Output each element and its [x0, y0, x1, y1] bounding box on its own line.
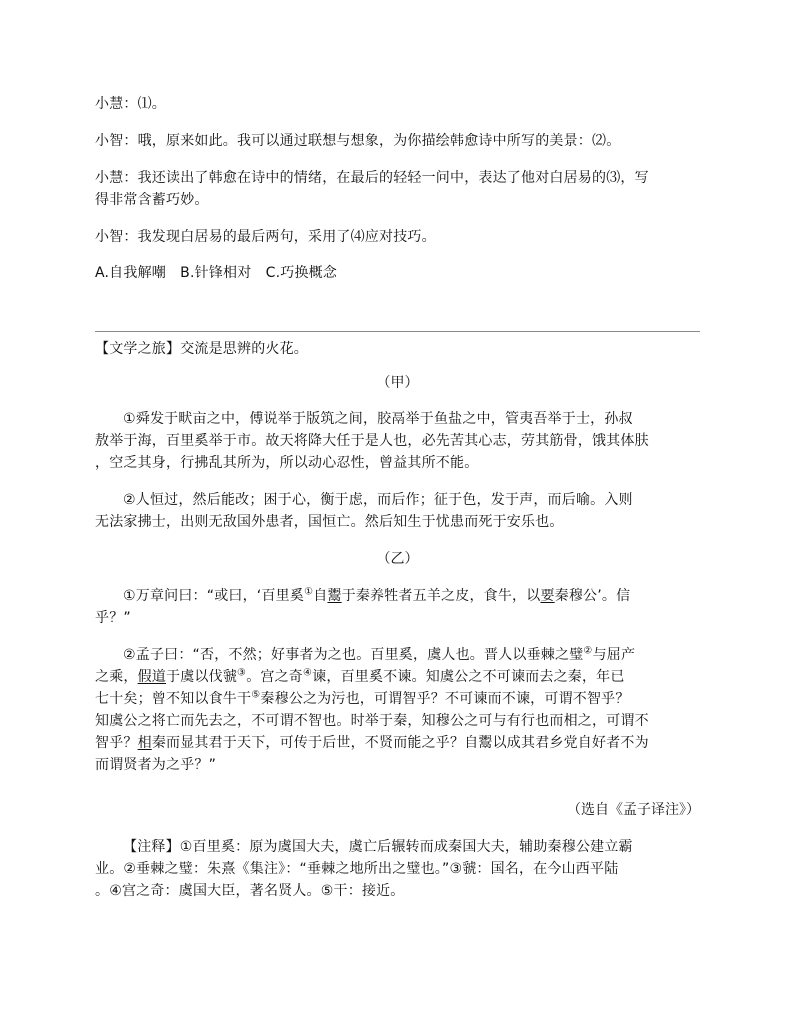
dialogue-text: 我还读出了韩愈在诗中的情绪，在最后的轻轻一问中，表达了他对白居易的⑶，写 — [137, 170, 649, 186]
text-run: 与屈产 — [592, 647, 636, 663]
yi-p2-line-2 — [95, 667, 625, 687]
text-run: 秦穆公之为污也，可谓智乎？不可谏而不谏，可谓不智乎？ — [260, 691, 630, 707]
text-run: 。宫之奇 — [246, 669, 303, 685]
yi-p2-line-3 — [95, 689, 630, 709]
text-run: 于虞以伐虢 — [166, 669, 238, 685]
notes-line-2: 业。②垂棘之璧：朱熹《集注》：“垂棘之地所出之璧也。”③虢：国名，在今山西平陆 — [95, 861, 619, 877]
dialogue-line-3-cont — [95, 190, 209, 210]
text-run: 七十矣；曾不知以食牛干 — [95, 691, 252, 707]
dialogue-line-1 — [95, 94, 166, 114]
speaker-xiaohui: 小慧： — [95, 96, 138, 112]
note-ref-3: ③ — [237, 667, 247, 679]
jia-p2-line-1: ②人恒过，然后能改；困于心，衡于虑，而后作；征于色，发于声，而后喻。入则 — [123, 492, 633, 508]
dialogue-line-3 — [95, 168, 649, 188]
note-ref-1: ① — [304, 586, 314, 598]
speaker-xiaozhi: 小智： — [95, 229, 138, 245]
yi-p2-line-1 — [123, 645, 635, 665]
note-ref-2: ② — [583, 645, 593, 657]
underlined-word: 假道 — [137, 669, 167, 685]
speaker-xiaozhi: 小智： — [95, 133, 138, 149]
text-run: 智乎？ — [95, 735, 138, 751]
underlined-word: 鬻 — [327, 588, 342, 604]
yi-p1-line-1 — [123, 586, 630, 606]
jia-p2-line-2: 无法家拂士，出则无敌国外患者，国恒亡。然后知生于忧患而死于安乐也。 — [95, 514, 564, 530]
yi-p1-line-2: 乎？” — [95, 610, 131, 626]
dialogue-text: ⑴。 — [137, 96, 167, 112]
text-run: 于秦养牲者五羊之皮，食牛，以 — [341, 588, 541, 604]
text-run: ①万章问曰：“或曰，‘百里奚 — [123, 588, 305, 604]
notes-line-3: 。④宫之奇：虞国大臣，著名贤人。⑤干：接近。 — [95, 883, 405, 899]
dialogue-text: 我发现白居易的最后两句，采用了⑷应对技巧。 — [137, 229, 436, 245]
underlined-word: 相 — [137, 735, 152, 751]
text-run: 自 — [313, 588, 328, 604]
text-run: 谏，百里奚不谏。知虞公之不可谏而去之秦，年已 — [312, 669, 625, 685]
yi-p2-line-4: 知虞公之将亡而先去之，不可谓不智也。时举于秦，知穆公之可与有行也而相之，可谓不 — [95, 713, 649, 729]
jia-p1-line-1: ①舜发于畎亩之中，傅说举于版筑之间，胶鬲举于鱼盐之中，管夷吾举于士，孙叔 — [123, 411, 633, 427]
jia-p1-line-2: 敖举于海，百里奚举于市。故天将降大任于是人也，必先苦其心志，劳其筋骨，饿其体肤 — [95, 433, 649, 449]
yi-title: （乙） — [376, 551, 419, 567]
text-run: 秦而显其君于天下，可传于后世，不贤而能之乎？自鬻以成其君乡党自好者不为 — [151, 735, 649, 751]
dialogue-line-4 — [95, 227, 436, 247]
answer-options: A.自我解嘲 B.针锋相对 C.巧换概念 — [95, 265, 338, 281]
text-run: 之乘， — [95, 669, 138, 685]
speaker-xiaohui: 小慧： — [95, 170, 138, 186]
dialogue-line-2 — [95, 131, 620, 151]
yi-p2-line-6: 而谓贤者为之乎？” — [95, 757, 217, 773]
jia-title: （甲） — [376, 375, 419, 391]
yi-p2-line-5 — [95, 733, 649, 753]
text-run: ②孟子曰：“否，不然；好事者为之也。百里奚，虞人也。晋人以垂棘之璧 — [123, 647, 584, 663]
dialogue-text: 哦，原来如此。我可以通过联想与想象，为你描绘韩愈诗中所写的美景：⑵。 — [137, 133, 621, 149]
dialogue-text: 得非常含蓄巧妙。 — [95, 192, 209, 208]
jia-p1-line-3: ，空乏其身，行拂乱其所为，所以动心忍性，曾益其所不能。 — [95, 455, 479, 471]
notes-line-1: 【注释】①百里奚：原为虞国大夫，虞亡后辗转而成秦国大夫，辅助秦穆公建立霸 — [123, 839, 633, 855]
source-citation: （选自《孟子译注》） — [567, 802, 700, 818]
underlined-word: 要 — [540, 588, 555, 604]
note-ref-5: ⑤ — [251, 689, 261, 701]
note-ref-4: ④ — [303, 667, 313, 679]
section-heading: 【文学之旅】交流是思辨的火花。 — [95, 341, 308, 357]
section-divider — [95, 331, 700, 332]
text-run: 秦穆公’。信 — [554, 588, 631, 604]
